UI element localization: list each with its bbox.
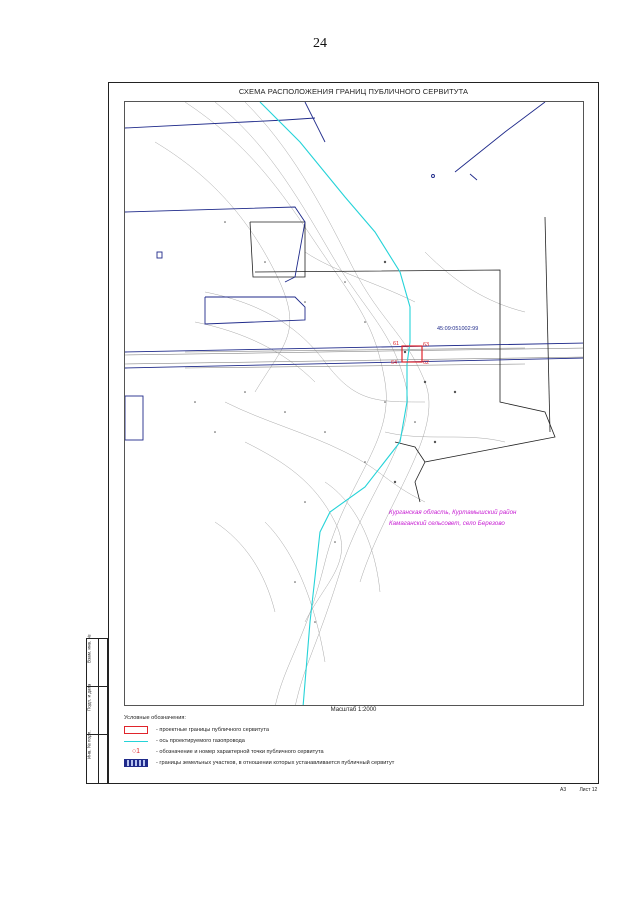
cadastral-block-label: 45:09:051002:99 xyxy=(437,326,479,332)
drawing-sheet xyxy=(108,82,599,784)
legend-item-text: - обозначение и номер характерной точки публичного сервитута xyxy=(156,748,324,755)
legend-item xyxy=(124,724,564,735)
legend-item xyxy=(124,757,564,768)
legend-item-text: - ось проектируемого газопровода xyxy=(156,737,245,744)
point-label: 63 xyxy=(423,342,430,348)
side-stamp-cell-signature xyxy=(86,683,107,735)
legend-item xyxy=(124,735,564,746)
point-marker-swatch: ○1 xyxy=(131,747,141,755)
legend xyxy=(124,715,564,768)
pipeline-axis-swatch xyxy=(124,737,148,745)
map-scale: Масштаб 1:2000 xyxy=(330,707,377,713)
point-label: 64 xyxy=(391,360,398,366)
side-stamp-cell-label: Взам. инв. № xyxy=(86,634,92,663)
sheet-label: Лист 12 xyxy=(579,787,598,793)
survey-points xyxy=(194,221,456,623)
side-stamp-cell-replace xyxy=(86,634,107,687)
legend-title: Условные обозначения: xyxy=(124,715,186,721)
side-stamp xyxy=(86,634,108,784)
sheet-stamp xyxy=(560,787,609,793)
point-label: 61 xyxy=(393,341,400,347)
side-stamp-cell-label: Инв. № подл. xyxy=(86,730,92,759)
side-stamp-cell-label: Подп. и дата xyxy=(86,683,92,711)
map-frame[interactable] xyxy=(124,101,584,706)
map-canvas xyxy=(125,102,584,706)
sheet-title: СХЕМА РАСПОЛОЖЕНИЯ ГРАНИЦ ПУБЛИЧНОГО СЕРВИТУТА xyxy=(238,87,469,96)
side-stamp-cell-inventory xyxy=(86,730,107,783)
region-label-line2: Камаганский сельсовет, село Березово xyxy=(389,520,505,527)
legend-item xyxy=(124,746,564,757)
region-label-line1: Курганская область, Куртамышский район xyxy=(389,509,517,516)
topographic-lines xyxy=(155,102,525,706)
point-label: 62 xyxy=(423,360,430,366)
sheet-format: А3 xyxy=(560,787,567,793)
legend-item-text: - проектные границы публичного сервитута xyxy=(156,726,269,733)
servitude-boundary-swatch xyxy=(124,726,148,734)
page-number: 24 xyxy=(313,36,327,51)
parcel-boundary-swatch xyxy=(124,759,148,767)
pipeline-axis xyxy=(260,102,410,706)
legend-item-text: - границы земельных участков, в отношении которых устанавливается публичный сервитут xyxy=(156,759,395,766)
